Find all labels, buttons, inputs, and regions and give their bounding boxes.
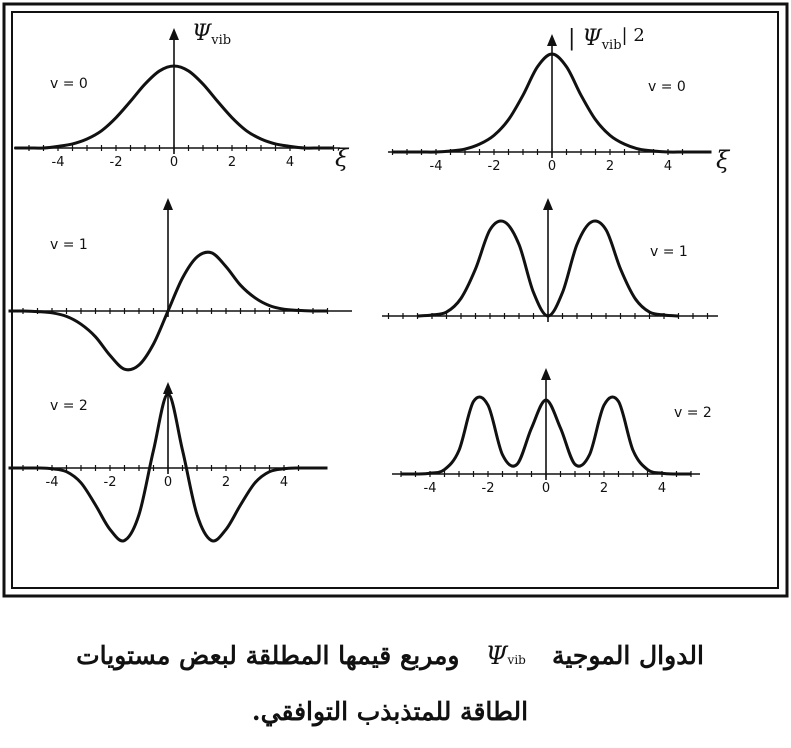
psi-v2-tick-label: -4 — [45, 475, 59, 490]
psi-sq-v2-tick-label: -2 — [481, 481, 495, 496]
psi-sq-v2-tick-label: 0 — [541, 481, 551, 496]
psi-sq-v2-y-arrow — [541, 368, 551, 380]
psi-v1-y-arrow — [163, 198, 173, 210]
psi-sq-v1-y-arrow — [543, 198, 553, 210]
psi-sq-v1-level-label: v = 1 — [650, 244, 688, 260]
psi-sq-v0-level-label: v = 0 — [648, 79, 686, 95]
psi-v2-y-arrow — [163, 382, 173, 394]
plots-group — [9, 28, 719, 541]
caption-line-1 — [20, 630, 760, 686]
psi-sq-v0-tick-label: -2 — [487, 159, 501, 174]
psi-sq-v0-tick-label: 0 — [547, 159, 557, 174]
psi-v1-level-label: v = 1 — [50, 237, 88, 253]
psi-squared-axis-title: | Ψvib$^{| 2}$ — [568, 25, 645, 53]
caption-text-a: الدوال الموجية — [551, 641, 704, 670]
psi-sq-v2-tick-label: 4 — [657, 481, 667, 496]
inner-border — [12, 12, 778, 588]
psi-sq-v0-y-arrow — [547, 34, 557, 46]
psi-v2-tick-label: 4 — [279, 475, 289, 490]
psi-v0-tick-label: -2 — [109, 155, 123, 170]
psi-sq-v0-tick-label: -4 — [429, 159, 443, 174]
psi-v0-tick-label: -4 — [51, 155, 65, 170]
psi-v0-y-arrow — [169, 28, 179, 40]
xi-axis-title-left: ξ — [335, 144, 349, 172]
psi-sq-v2-tick-label: -4 — [423, 481, 437, 496]
xi-axis-title-right: ξ — [716, 146, 730, 174]
psi-sq-v0-tick-label: 4 — [663, 159, 673, 174]
psi-v2-tick-label: -2 — [103, 475, 117, 490]
psi-sq-v2-level-label: v = 2 — [674, 405, 712, 421]
caption-line-2: الطاقة للمتذبذب التوافقي. — [251, 697, 529, 726]
caption-psi-symbol: Ψvib — [485, 641, 526, 670]
psi-v0-tick-label: 4 — [285, 155, 295, 170]
psi-v2-tick-label: 2 — [221, 475, 231, 490]
psi-axis-title: Ψvib — [192, 21, 232, 48]
psi-v0-level-label: v = 0 — [50, 76, 88, 92]
figure-caption — [20, 630, 760, 738]
psi-sq-v2-tick-label: 2 — [599, 481, 609, 496]
psi-v0-tick-label: 2 — [227, 155, 237, 170]
psi-v2-level-label: v = 2 — [50, 398, 88, 414]
psi-sq-v0-tick-label: 2 — [605, 159, 615, 174]
psi-v2-tick-label: 0 — [163, 475, 173, 490]
caption-text-b: ومربع قيمها المطلقة لبعض مستويات — [76, 641, 460, 670]
psi-v0-tick-label: 0 — [169, 155, 179, 170]
